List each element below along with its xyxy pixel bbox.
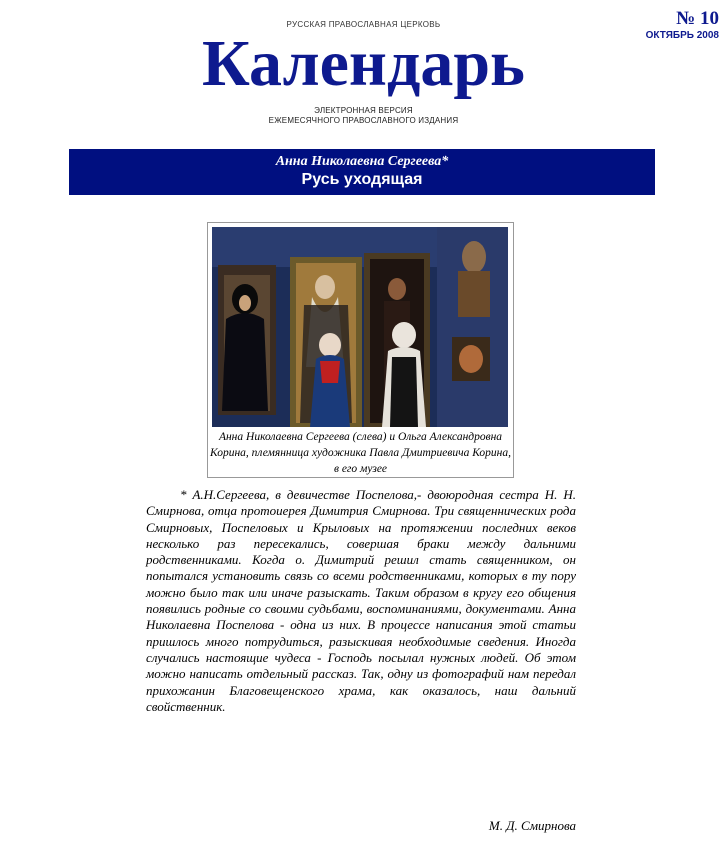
article-body: * А.Н.Сергеева, в девичестве Поспелова,- двоюродная сестра Н. Н. Смирнова, отца протоиерея Димитрия Смирнова. Три священнических рода Смирновых, Поспеловых и Крыловых на протяжении последних веков несколько раз пересекались, совершая браки между дальними родственниками. Когда о. Димитрий решил стать священником, он попытался установить связь со всеми родственниками, которых в ту пору можно было так или иначе разыскать. Таким образом в кругу его общения появились родные со своими судьбами, воспоминаниями, документами. Анна Николаевна Поспелова - одна из них. В процессе написания этой статьи пришлось много потрудиться, разыскивая необходимые сведения. Иногда случались настоящие чудеса - Господь посылал нужных людей. Об этом можно написать отдельный рассказ. Так, одну из фотографий нам передал прихожанин Благовещенского храма, как оказалось, наш дальний свойственник.: [146, 487, 576, 714]
issue-date: ОКТЯБРЬ 2008: [645, 30, 719, 41]
subtitle-line-1: ЭЛЕКТРОННАЯ ВЕРСИЯ: [314, 106, 413, 115]
org-line: РУССКАЯ ПРАВОСЛАВНАЯ ЦЕРКОВЬ: [286, 20, 441, 29]
museum-photo: [212, 227, 508, 427]
issue-info: [589, 8, 719, 42]
issue-number: № 10: [676, 8, 719, 29]
photo-figure: [207, 222, 514, 478]
masthead-title: Календарь: [202, 27, 525, 100]
museum-photo-image: [212, 227, 508, 427]
photo-caption: Анна Николаевна Сергеева (слева) и Ольга Александровна Корина, племянница художника Павла Дмитриевича Корина, в его музее: [210, 431, 511, 475]
article-author: Анна Николаевна Сергеева*: [275, 154, 449, 169]
article-signature: М. Д. Смирнова: [488, 818, 576, 833]
masthead-subtitle: [0, 106, 727, 126]
article-banner: [69, 149, 655, 195]
article-title: Русь уходящая: [301, 171, 423, 188]
subtitle-line-2: ЕЖЕМЕСЯЧНОГО ПРАВОСЛАВНОГО ИЗДАНИЯ: [268, 116, 459, 125]
